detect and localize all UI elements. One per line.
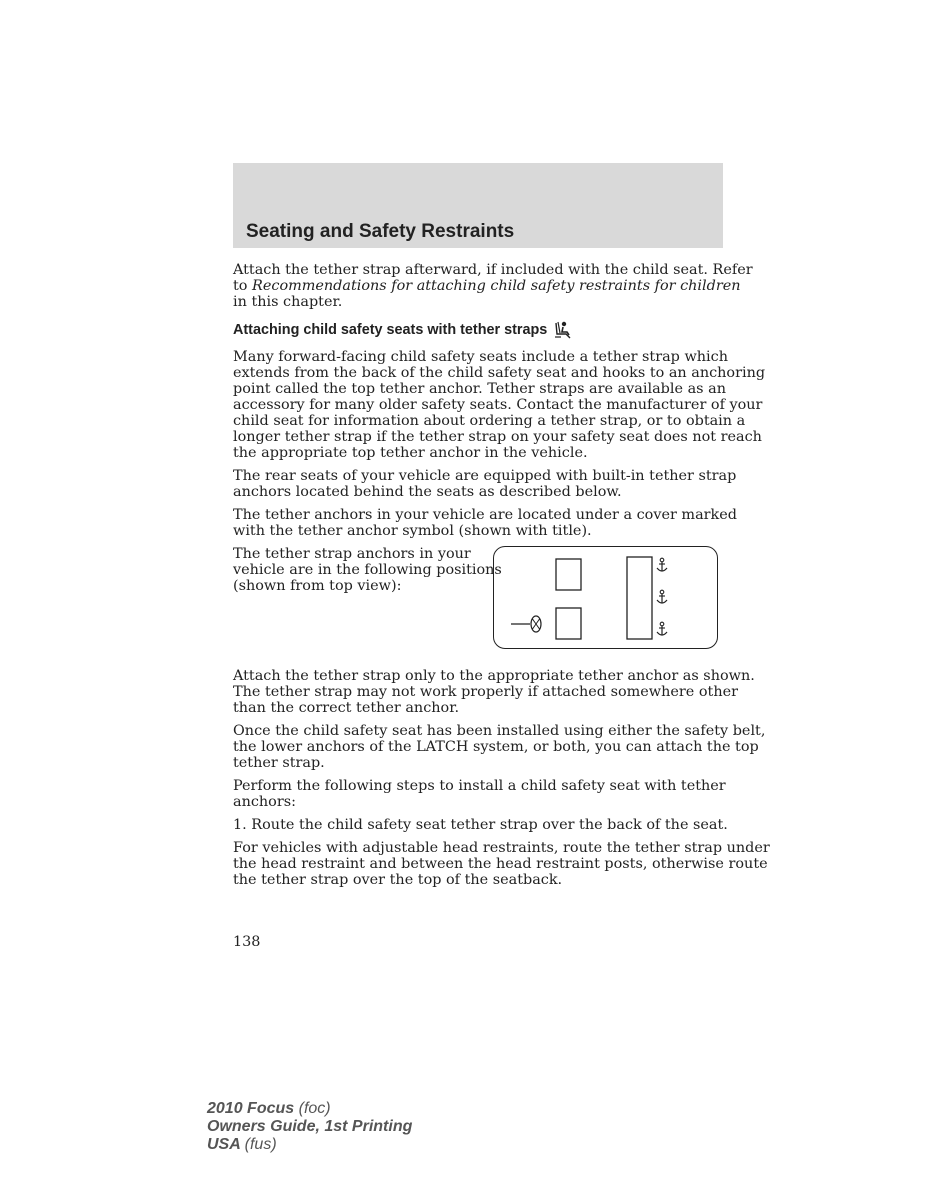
tether-description-paragraph xyxy=(233,349,766,461)
text-line: anchors located behind the seats as described below. xyxy=(233,484,622,500)
footer-market: USA xyxy=(207,1136,241,1153)
rear-seats-paragraph xyxy=(233,468,737,500)
text-line: anchors: xyxy=(233,794,296,810)
tether-anchor-icon-top xyxy=(657,558,667,571)
text-line: the appropriate top tether anchor in the vehicle. xyxy=(233,445,588,461)
intro-line-2-prefix: to xyxy=(233,278,253,294)
footer-line-1 xyxy=(207,1100,412,1118)
text-line: the head restraint and between the head restraint posts, otherwise route xyxy=(233,856,768,872)
text-line: The tether strap may not work properly if attached somewhere other xyxy=(233,684,738,700)
text-line: the tether strap over the top of the seatback. xyxy=(233,872,563,888)
text-line: accessory for many older safety seats. Contact the manufacturer of your xyxy=(233,397,763,413)
front-seat-right xyxy=(556,608,581,639)
text-line: tether strap. xyxy=(233,755,325,771)
text-line: longer tether strap if the tether strap on your safety seat does not reach xyxy=(233,429,762,445)
text-line: with the tether anchor symbol (shown with title). xyxy=(233,523,592,539)
text-line: child seat for information about ordering a tether strap, or to obtain a xyxy=(233,413,746,429)
step-1-paragraph xyxy=(233,817,728,833)
text-line: point called the top tether anchor. Tether straps are available as an xyxy=(233,381,726,397)
footer-model-code: (foc) xyxy=(298,1100,331,1117)
text-line: The tether anchors in your vehicle are located under a cover marked xyxy=(233,507,737,523)
intro-paragraph xyxy=(233,262,753,310)
subsection-heading-text: Attaching child safety seats with tether straps xyxy=(233,322,548,338)
text-line: The rear seats of your vehicle are equipped with built-in tether strap xyxy=(233,468,737,484)
caption-line: The tether strap anchors in your xyxy=(233,546,471,562)
text-line: Perform the following steps to install a child safety seat with tether xyxy=(233,778,726,794)
text-line: 1. Route the child safety seat tether strap over the back of the seat. xyxy=(233,817,728,833)
footer-market-code: (fus) xyxy=(244,1136,277,1153)
page-number: 138 xyxy=(233,934,261,950)
steps-intro-paragraph xyxy=(233,778,725,810)
cross-reference-link-text: Recommendations for attaching child safety restraints for children xyxy=(252,278,741,294)
text-line: Many forward-facing child safety seats include a tether strap which xyxy=(233,349,728,365)
front-seat-left xyxy=(556,559,581,590)
footer-model: 2010 Focus xyxy=(207,1100,295,1117)
footer-line-3 xyxy=(207,1136,412,1154)
text-line: Attach the tether strap only to the appropriate tether anchor as shown. xyxy=(233,668,755,684)
figure-caption xyxy=(233,546,502,594)
text-line: the lower anchors of the LATCH system, or both, you can attach the top xyxy=(233,739,759,755)
rear-bench-seat xyxy=(627,557,652,639)
caption-line: vehicle are in the following positions xyxy=(233,562,502,578)
head-restraint-paragraph xyxy=(233,840,770,888)
footer-line-2: Owners Guide, 1st Printing xyxy=(207,1118,413,1135)
steering-wheel-icon xyxy=(511,616,541,632)
intro-line-1: Attach the tether strap afterward, if included with the child seat. Refer xyxy=(233,262,753,278)
text-line: Once the child safety seat has been installed using either the safety belt, xyxy=(233,723,766,739)
section-header-band xyxy=(233,163,723,248)
text-line: than the correct tether anchor. xyxy=(233,700,460,716)
intro-line-3: in this chapter. xyxy=(233,294,343,310)
anchor-cover-paragraph xyxy=(233,507,737,539)
tether-anchor-icon-middle xyxy=(657,590,667,603)
correct-anchor-paragraph xyxy=(233,668,755,716)
text-line: extends from the back of the child safety seat and hooks to an anchoring xyxy=(233,365,766,381)
anchor-positions-diagram xyxy=(493,546,718,649)
child-seat-icon xyxy=(552,320,574,340)
installed-seat-paragraph xyxy=(233,723,766,771)
anchor-figure-row xyxy=(233,546,725,662)
page-content xyxy=(233,262,770,895)
tether-anchor-icon-bottom xyxy=(657,622,667,635)
text-line: For vehicles with adjustable head restraints, route the tether strap under xyxy=(233,840,770,856)
caption-line: (shown from top view): xyxy=(233,578,402,594)
section-title: Seating and Safety Restraints xyxy=(246,221,515,242)
subsection-heading xyxy=(233,320,725,340)
document-footer xyxy=(207,1100,412,1154)
intro-line-2 xyxy=(233,278,741,294)
